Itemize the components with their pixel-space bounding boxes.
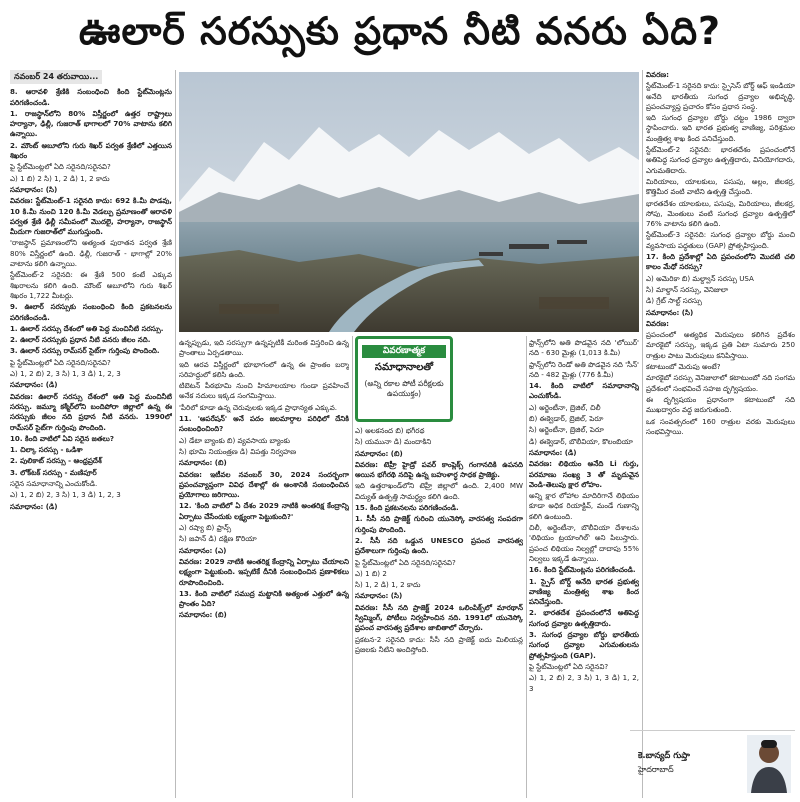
paragraph: ఇది ఉత్తరాఖండ్‌లోని టెహ్రీ జిల్లాలో ఉంది. 2,400 MW విద్యుత్ ఉత్పత్తి సామర్థ్యం కలిగి ఉంది. xyxy=(355,481,523,501)
paragraph: పై స్టేట్‌మెంట్లలో ఏది సరైనది/సరైనవి? xyxy=(355,557,456,567)
paragraph: సమాధానం: (బి) xyxy=(179,610,227,620)
column-divider xyxy=(526,336,527,798)
paragraph: 'రాజస్థాన్ ప్రమాణంలోని అత్యంత పురాతన పర్వత శ్రేణి 80% విస్తీర్ణంలో ఉంది. ఢిల్లీ, గుజరాత్ - భాగాల్లో 20% వాటాను కలిగి ఉన్నాయి. xyxy=(10,238,172,269)
paragraph: ఎ) అర్జెంటీనా, బ్రెజిల్, చిలీ xyxy=(529,402,601,412)
paragraph: సి) జపాన్ డి) దక్షిణ కొరియా xyxy=(179,534,257,544)
paragraph: 2. మౌంట్ అబూలోని గురు శిఖర్ పర్వత శ్రేణిలో ఎత్తయిన శిఖరం xyxy=(10,140,172,161)
paragraph: సి) యమునా డి) మందాకిని xyxy=(355,437,432,447)
column-3 xyxy=(355,426,523,798)
column-1 xyxy=(10,70,172,798)
column-divider xyxy=(642,70,643,798)
paragraph: అన్ని క్షార లోహాల మాదిరిగానే లిథియం కూడా అధిక రియాక్టివ్, మండే గుణాన్ని కలిగి ఉంటుంది. xyxy=(529,491,639,521)
paragraph: టిబెటన్ పీఠభూమి నుంచి హిమాలయాల గుండా ప్రవహించే అనేక నదులు ఇక్కడ సంగమిస్తాయి. xyxy=(179,381,349,401)
column-divider xyxy=(352,336,353,798)
paragraph: సమాధానం: (డి) xyxy=(529,447,577,457)
paragraph: సమాధానం: (డి) xyxy=(10,501,58,511)
paragraph: స్టేట్‌మెంట్-3 సరైనది: సుగంధ ద్రవ్యాల బోర్డు మంచి వ్యవసాయ పద్ధతులు (GAP) ప్రోత్సహిస్తుంది. xyxy=(646,230,795,250)
paragraph: ఎ) అమెరికా బి) మల్ద్వాన్ సరస్సు USA xyxy=(646,273,754,283)
paragraph: వివరణ: xyxy=(646,70,669,79)
paragraph: సమాధానం: (సి) xyxy=(355,591,403,601)
paragraph: 12. 'కింది వాటిలో ఏ దేశం 2029 నాటికి అంతరిక్ష కేంద్రాన్ని ఏర్పాటు చేసేందుకు లక్ష్యంగా పెట్టుకుంది?' xyxy=(179,501,349,521)
paragraph: సి) భూమి నియంత్రణ డి) విపత్తు నిర్వహణ xyxy=(179,446,297,456)
paragraph: వివరణ: xyxy=(646,318,669,328)
paragraph: 1. రాజస్థాన్‌లోని 80% విస్తీర్ణంలో ఉత్తర రాష్ట్రాలు హర్యానా, ఢిల్లీ, గుజరాత్ భాగాలలో 70% వాటాను కలిగి ఉన్నాయి. xyxy=(10,108,172,139)
paragraph: ఎ) రష్యా బి) ఫ్రాన్స్ xyxy=(179,523,232,533)
paragraph: భారతదేశం యాలకులు, పసుపు, మిరియాలు, జీలకర్ర, సోపు, మెంతులు వంటి సుగంధ ద్రవ్యాల ఉత్పత్తిలో 76% వాటాను కలిగి ఉంది. xyxy=(646,198,795,229)
paragraph: సి) అర్జెంటీనా, బ్రెజిల్, పెరూ xyxy=(529,425,604,435)
paragraph: ప్రపంచంలో అత్యధిక మెరుపులు కలిగిన ప్రదేశం మారకైబో సరస్సు, ఇక్కడ ప్రతి ఏటా సుమారు 250 రాత్రుల పాటు మెరుపులు కనిపిస్తాయి. xyxy=(646,330,795,360)
info-badge-title: వివరణాత్మక xyxy=(362,345,446,358)
paragraph: సమాధానం: (ఎ) xyxy=(179,545,227,555)
paragraph: 14. కింది వాటిలో సమాధానాన్ని ఎంచుకోండి. xyxy=(529,381,639,401)
paragraph: 13. కింది వాటిలో సముద్ర మట్టానికి అత్యంత ఎత్తులో ఉన్న ప్రాంతం ఏది? xyxy=(179,588,349,609)
column-4 xyxy=(529,338,639,798)
paragraph: ప్రకటన-2 సరైనది కాదు: సీసీ నది ప్రాజెక్ట్ ఐదు మిలియన్ల ప్రజలకు నీటిని అందిస్తోంది. xyxy=(355,634,523,654)
paragraph: సమాధానం: (బి) xyxy=(179,458,227,468)
article-page xyxy=(10,70,795,798)
column-5-text xyxy=(646,70,795,437)
paragraph: ఉన్నప్పుడు, ఇది సరస్సుగా ఉన్నప్పటికీ మరింత విస్తరించి ఉన్న ప్రాంతాలు ఏర్పడతాయి. xyxy=(179,338,349,358)
paragraph: 17. కింది ప్రదేశాల్లో ఏది ప్రపంచంలోని మొదటి చలి కాలం మేధో సరస్సు? xyxy=(646,252,795,272)
paragraph: 16. కింది స్టేట్‌మెంట్లను పరిగణించండి. xyxy=(529,565,636,575)
column-4-text xyxy=(529,338,639,694)
paragraph: ఎ) 1, 2 బి) 2, 3 సి) 1, 3 డి) 1, 2, 3 xyxy=(529,673,639,693)
paragraph: వివరణ: సీసీ నది ప్రాజెక్ట్ 2024 ఒలింపిక్స్‌లో మారథాన్ స్విమ్మింగ్, పోటీలు నిర్వహించిన నది. 1991లో యునెస్కో ప్రపంచ వారసత్వ ప్రదేశాల జాబితాలో చేర్చారు. xyxy=(355,602,523,633)
paragraph: ఫ్రాన్స్‌లోని రెండో అతి పొడవైన నది 'సీన్' నది - 482 మైళ్లు (776 కి.మీ) xyxy=(529,359,639,379)
author-box xyxy=(630,730,795,796)
paragraph: బి) ఈక్వెడార్, బ్రెజిల్, పెరూ xyxy=(529,414,604,424)
paragraph: 2. సీసీ నది ఒడ్డున UNESCO ప్రపంచ వారసత్వ ప్రదేశాలుగా గుర్తింపు ఉంది. xyxy=(355,535,523,556)
column-1-text xyxy=(10,87,172,512)
paragraph: సి) 1, 2 డి) 1, 2 కాదు xyxy=(355,580,421,590)
paragraph: మారకైబో సరస్సు వెనిజులాలో కటాటుంబో నది సంగమ ప్రదేశంలో సంభవించే సహజ దృగ్విషయం. xyxy=(646,373,795,393)
paragraph: 2. భారతదేశ ప్రపంచంలోనే అతిపెద్ద సుగంధ ద్రవ్యాల ఉత్పత్తిదారు. xyxy=(529,608,639,628)
paragraph: స్టేట్‌మెంట్-2 సరైనది: భారతదేశం ప్రపంచంలోనే అతిపెద్ద సుగంధ ద్రవ్యాల ఉత్పత్తిదారు, వినియోగదారు, ఎగుమతిదారు. xyxy=(646,145,795,175)
paragraph: ఎ) 1, 2 బి) 2, 3 సి) 1, 3 డి) 1, 2, 3 xyxy=(10,369,121,379)
paragraph: డి) ఈక్వెడార్, బొలీవియా, కొలంబియా xyxy=(529,436,633,446)
paragraph: ఫ్రాన్స్‌లోని అతి పొడవైన నది 'లోయిర్' నది - 630 మైళ్లు (1,013 కి.మీ) xyxy=(529,338,639,358)
paragraph: 9. ఊలార్ సరస్సుకు సంబంధించి కింది ప్రకటనలను పరిగణించండి. xyxy=(10,302,172,322)
paragraph: 1. స్పైస్ బోర్డ్ అనేది భారత ప్రభుత్వ వాణిజ్య మంత్రిత్వ శాఖ కింద పనిచేస్తుంది. xyxy=(529,576,639,607)
paragraph: 1. చిల్కా సరస్సు - ఒడిశా xyxy=(10,445,83,455)
paragraph: ఒక సంవత్సరంలో 160 రాత్రుల వరకు మెరుపులు సంభవిస్తాయి. xyxy=(646,416,795,436)
paragraph: 10. కింది వాటిలో ఏవి సరైన జతలు? xyxy=(10,433,114,443)
paragraph: ఎ) డేటా బ్యాంకు బి) వ్యవసాయ బ్యాంకు xyxy=(179,435,290,445)
paragraph: వివరణ: లిథియం అనేది Li గుర్తు, పరమాణు సంఖ్య 3 తో మృదువైన వెండి-తెలుపు క్షార లోహం. xyxy=(529,459,639,489)
info-badge xyxy=(355,336,453,422)
paragraph: సమాధానం: (సి) xyxy=(10,184,58,194)
paragraph: ఎ) అలకనంద బి) భగీరథ xyxy=(355,426,425,435)
paragraph: 1. సీసీ నది ప్రాజెక్ట్ గురించి యునెస్కో వారసత్వ సంపదగా గుర్తింపు పొందింది. xyxy=(355,514,523,534)
author-city: హైదరాబాద్ xyxy=(638,765,674,774)
paragraph: సమాధానం: (సి) xyxy=(646,307,694,317)
paragraph: 'పీరిలో కూడా ఉన్న చెరువులకు ఇక్కడ ప్రాధాన్యత ఎక్కువ. xyxy=(179,402,337,412)
paragraph: 2. ఊలార్ సరస్సుకు ప్రధాన నీటి వనరు జీలం నది. xyxy=(10,335,151,345)
paragraph: 1. ఊలార్ సరస్సు దేశంలో అతి పెద్ద మంచినీటి సరస్సు. xyxy=(10,323,164,333)
column-2 xyxy=(179,338,349,798)
column-5 xyxy=(646,70,795,725)
paragraph: ఈ దృగ్విషయం ప్రధానంగా కటాటుంబో నది ముఖద్వారం వద్ద జరుగుతుంది. xyxy=(646,394,795,415)
paragraph: 3. ఊలార్ సరస్సు రామ్‌సర్ సైట్‌గా గుర్తింపు పొందింది. xyxy=(10,346,160,356)
paragraph: 2. పులికాట్ సరస్సు - ఆంధ్రప్రదేశ్ xyxy=(10,456,102,466)
paragraph: 8. ఆరావళి శ్రేణికి సంబంధించి కింది స్టేట్‌మెంట్లను పరిగణించండి. xyxy=(10,87,172,107)
paragraph: ఇది ఆరవ విస్తీర్ణంలో భూభాగంలో ఉన్న ఈ ప్రాంతం బర్మా సరిహద్దులో కలిసి ఉంది. xyxy=(179,359,349,379)
paragraph: కటాటుంబో మెరుపు అంటే? xyxy=(646,362,721,372)
section-tag: నవంబర్ 24 తరువాయి... xyxy=(10,70,102,84)
column-3-text xyxy=(355,426,523,655)
column-2-text xyxy=(179,338,349,621)
info-badge-note: (అన్ని రకాల పోటీ పరీక్షలకు ఉపయుక్తం) xyxy=(364,379,444,398)
paragraph: స్టేట్‌మెంట్-1 సరైనది కాదు: స్పైసెస్ బోర్డ్ ఆఫ్ ఇండియా అనేది భారతీయ సుగంధ ద్రవ్యాల అభివృద్ధి, ప్రపంచవ్యాప్త ప్రచారం కోసం ప్రధాన సంస్థ. xyxy=(646,81,795,111)
paragraph: 15. కింది ప్రకటనలను పరిగణించండి. xyxy=(355,503,459,513)
paragraph: ఎ) 1 బి) 2 xyxy=(355,568,387,578)
info-badge-subtitle: సమాధానాలతో xyxy=(374,362,434,373)
paragraph: సమాధానం: (డి) xyxy=(10,380,58,390)
paragraph: వివరణ: 2029 నాటికి అంతరిక్ష కేంద్రాన్ని ఏర్పాటు చేయాలని లక్ష్యంగా పెట్టుకుంది. ఇప్పటికే దీనికి సంబంధించిన ప్రణాళికలు రూపొందించింది. xyxy=(179,556,349,587)
paragraph: పై స్టేట్‌మెంట్లలో ఏది సరైనది/సరైనవి? xyxy=(10,357,111,367)
paragraph: 3. సుగంధ ద్రవ్యాల బోర్డు భారతీయ సుగంధ ద్రవ్యాల ఎగుమతులను ప్రోత్సహిస్తుంది (GAP). xyxy=(529,630,639,660)
headline: ఊలార్ సరస్సుకు ప్రధాన నీటి వనరు ఏది? xyxy=(78,9,722,53)
paragraph: ఎ) 1 బి) 2 సి) 1, 2 డి) 1, 2 కాదు xyxy=(10,173,110,183)
paragraph: వివరణ: ఇటీవల నవంబర్ 30, 2024 సందర్భంగా ప్రపంచవ్యాప్తంగా వివిధ దేశాల్లో ఈ అంశానికి సంబంధించిన ప్రయోగాలు జరిగాయి. xyxy=(179,469,349,500)
lake-photo xyxy=(179,72,639,332)
paragraph: పై స్టేట్‌మెంట్లలో ఏది సరైనవి? xyxy=(529,661,609,671)
paragraph: చిలీ, అర్జెంటీనా, బొలీవియా దేశాలను 'లిథియం ట్రయాంగిల్' అని పిలుస్తారు. ప్రపంచ లిథియం నిల్వల్లో దాదాపు 55% నిల్వలు ఇక్కడే ఉన్నాయి. xyxy=(529,523,639,563)
paragraph: వివరణ: ఊలార్ సరస్సు దేశంలో అతి పెద్ద మంచినీటి సరస్సు. జమ్మూ కశ్మీర్‌లోని బందిపోరా జిల్లాలో ఉన్న ఈ సరస్సుకు జీలం నది ప్రధాన నీటి వనరు. 1990లో రామ్‌సర్ సైట్‌గా గుర్తింపు పొందింది. xyxy=(10,391,172,432)
paragraph: డి) గ్రేట్ సాల్ట్ సరస్సు xyxy=(646,296,702,306)
column-divider xyxy=(175,70,176,798)
paragraph: సరైన సమాధానాన్ని ఎంచుకోండి. xyxy=(10,478,98,488)
paragraph: 3. లోక్‌టక్ సరస్సు - మణిపూర్ xyxy=(10,467,97,477)
paragraph: సమాధానం: (బి) xyxy=(355,448,403,458)
paragraph: 11. 'ఆపరేషన్' అనే పదం జలమార్గాల పరిధిలో దేనికి సంబంధించింది? xyxy=(179,414,349,434)
paragraph: పై స్టేట్‌మెంట్లలో ఏది సరైనది/సరైనవి? xyxy=(10,162,111,172)
author-photo xyxy=(747,735,791,793)
author-name: కె.బాన్యద్ గుప్తా xyxy=(638,751,690,761)
paragraph: మిరియాలు, యాలకులు, పసుపు, అల్లం, జీలకర్ర, కొత్తిమీర వంటి వాటిని ఉత్పత్తి చేస్తుంది. xyxy=(646,176,795,197)
paragraph: వివరణ: టెహ్రీ హైడ్రో పవర్ కాంప్లెక్స్ గంగానదికి ఉపనది అయిన భగీరథి నదిపై ఉన్న బహుళార్ధ సాధక ప్రాజెక్టు. xyxy=(355,459,523,480)
paragraph: స్టేట్‌మెంట్-2 సరైనది: ఈ శ్రేణి 500 కంటే ఎక్కువ శిఖరాలను కలిగి ఉంది. మౌంట్ అబూలోని గురు శిఖర్ శిఖరం 1,722 మీటర్లు. xyxy=(10,270,172,300)
paragraph: ఎ) 1, 2 బి) 2, 3 సి) 1, 3 డి) 1, 2, 3 xyxy=(10,490,121,500)
paragraph: ఇది సుగంధ ద్రవ్యాల బోర్డు చట్టం 1986 ద్వారా స్థాపించారు. ఇది భారత ప్రభుత్వ వాణిజ్య, పరిశ్రమల మంత్రిత్వ శాఖ కింద పనిచేస్తుంది. xyxy=(646,113,795,143)
paragraph: వివరణ: స్టేట్‌మెంట్-1 సరైనది కాదు: 692 కి.మీ పొడవు, 10 కి.మీ నుంచి 120 కి.మీ వెడల్పు ప్రమాణంతో ఆరావళి పర్వత శ్రేణి ఢిల్లీ సమీపంలో మొదలై, హర్యానా, రాజస్థాన్ మీదుగా గుజరాత్‌లో ముగుస్తుంది. xyxy=(10,196,172,237)
paragraph: సి) మాల్డాన్ సరస్సు, వెనిజులా xyxy=(646,284,729,294)
